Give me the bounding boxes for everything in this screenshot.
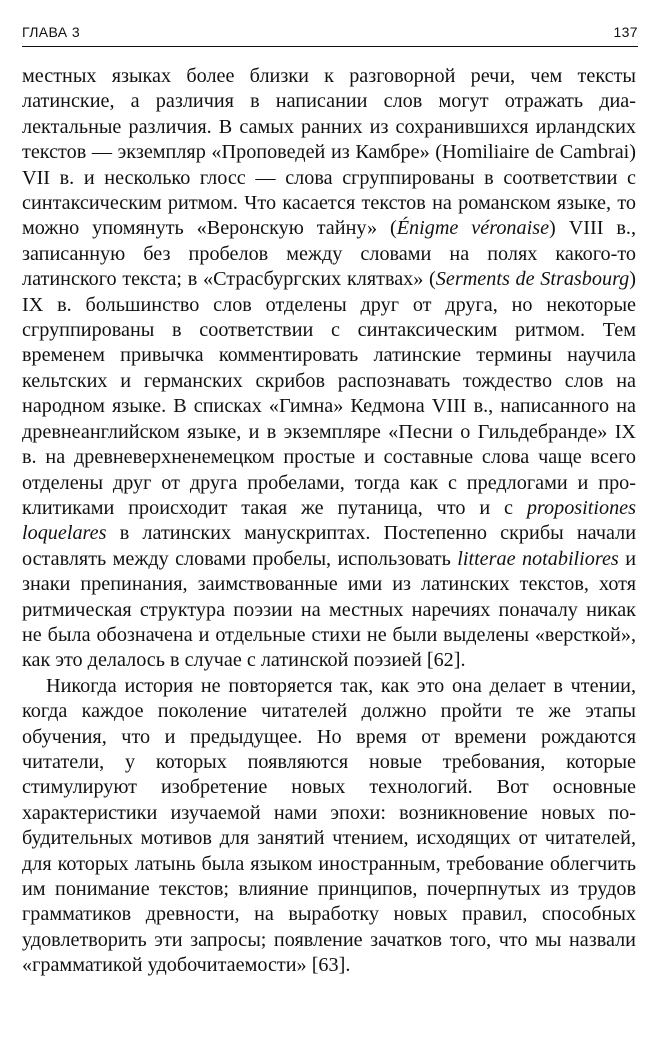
italic-term: Énigme véronaise: [396, 217, 550, 240]
text-run: местных языках более близки к разговорной речи, чем тексты латинские, а различия в написании слов могут отражать диалектальные различия. В самых ранних из сохранившихся ирландских текстов — экземпляр «Проповедей из Камбре» (Homiliaire de Cambrai) VII в. и несколько глосс — слова сгруппированы в соответствии с синтаксическим ритмом. Что касается текстов на романском языке, то можно упомянуть «Веронскую тайну» (: [22, 65, 636, 240]
italic-term: Serments de Strasbourg: [435, 268, 630, 291]
page-number: 137: [613, 24, 638, 40]
paragraph-2: [22, 674, 636, 979]
italic-term: propositiones loquelares: [22, 496, 636, 545]
text-run: ) IX в. большинство слов отделены друг от друга, но некоторые сгруппированы в соответствии с синтаксическим ритмом. Тем временем привычка комментировать латинские термины научила кельтских и германских скрибов распознавать тождество слов на народном языке. В списках «Гимна» Кедмона VIII в., написанного на древнеанглийском языке, и в экземпляре «Песни о Гильдебранде» IX в. на древневерхненемецком простые и составные слова чаще всего отделены друг от друга пробелами, тогда как с предлогами и проклитиками происходит такая же путаница, что и с: [22, 268, 636, 519]
body-text: [22, 64, 636, 979]
running-head: [22, 18, 638, 47]
text-run: в латинских манускриптах. Постепенно скрибы начали оставлять между словами пробелы, использовать: [22, 522, 636, 570]
text-run: Никогда история не повторяется так, как это она делает в чтении, когда каждое поколение читателей должно пройти те же этапы обучения, что и предыдущее. Но время от времени рождаются читатели, у которых появляются новые требования, которые стимулируют изобретение новых технологий. Вот основные характеристики изучаемой нами эпохи: возникновение новых побудительных мотивов для занятий чтением, исходящих от читателей, для которых латынь была языком иностранным, требование облегчить им понимание текстов; влияние принципов, почерпнутых из трудов грамматиков древности, на выработку новых правил, способных удовлетворить эти запросы; появление зачатков того, что мы назвали «грамматикой удобочитаемости» [63].: [22, 674, 636, 977]
text-run: ) VIII в., записанную без пробелов между словами на полях какого-то латинского текста; в «Страсбургских клятвах» (: [22, 217, 636, 291]
text-run: и знаки препинания, заимствованные ими из латинских текстов, хотя ритмическая структура поэзии на местных наречиях поначалу никак не была обозначена и отдельные стихи не были выделены «версткой», как это делалось в случае с латинской поэзией [62].: [22, 547, 637, 672]
italic-term: litterae notabiliores: [457, 547, 619, 570]
chapter-title: ГЛАВА 3: [22, 24, 81, 40]
paragraph-1: [22, 64, 636, 674]
